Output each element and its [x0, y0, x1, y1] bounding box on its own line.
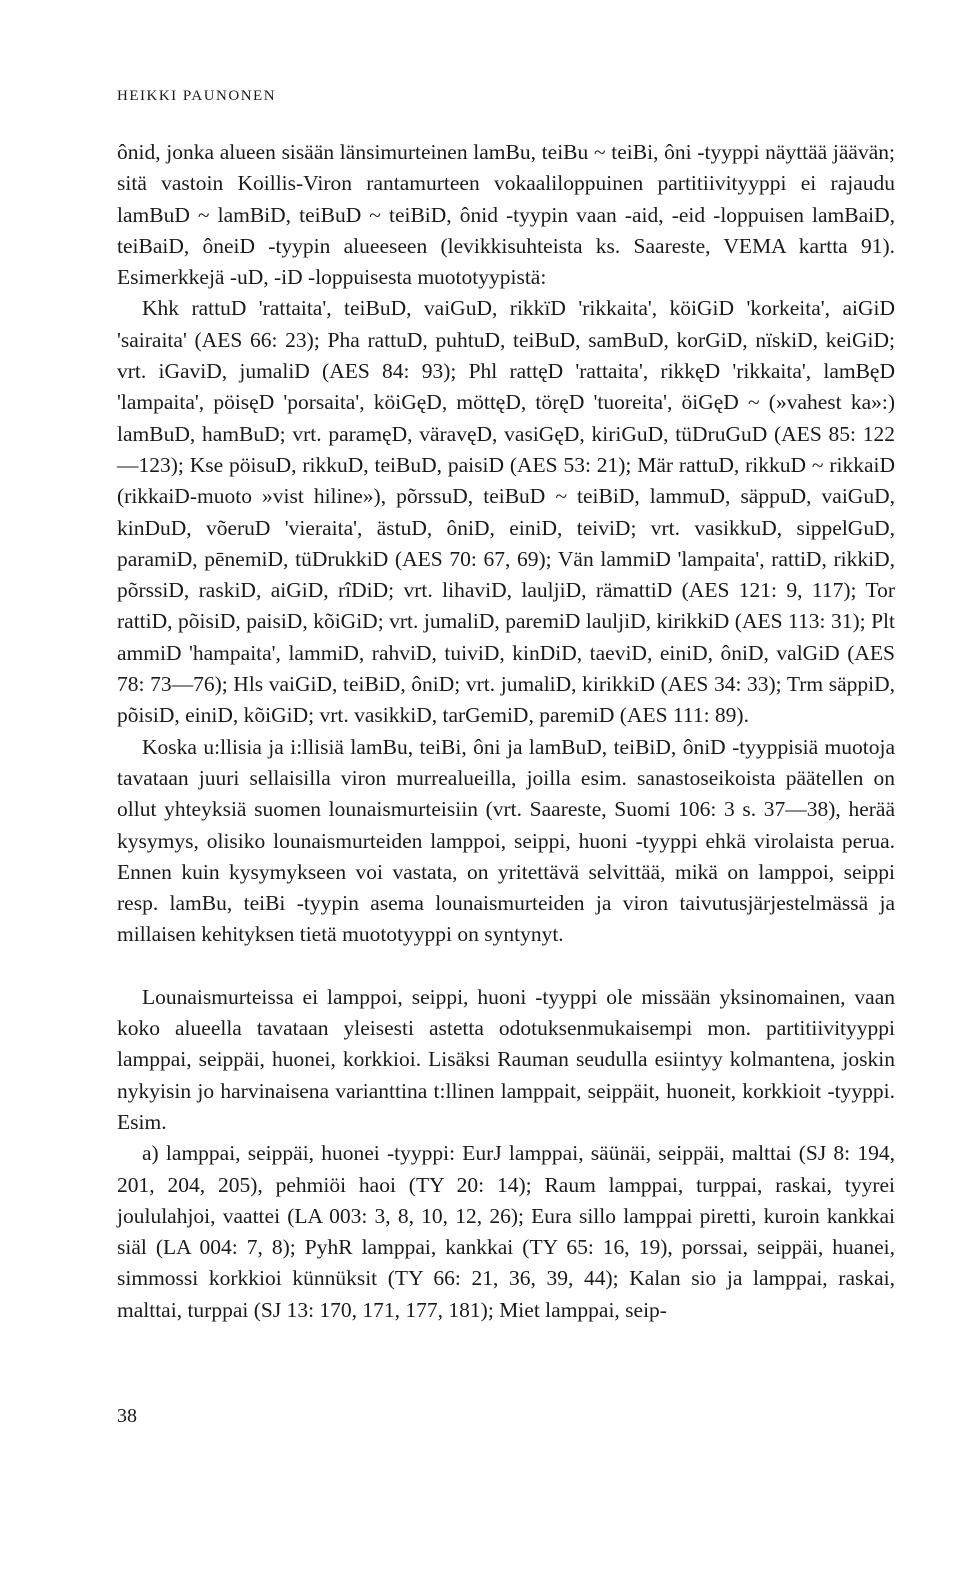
running-head: HEIKKI PAUNONEN: [117, 88, 277, 104]
body-text: [117, 137, 895, 1326]
paragraph-4: Lounaismurteissa ei lamppoi, seippi, huoni -tyyppi ole missään yksinomainen, vaan koko alueella tavataan yleisesti astetta odotuksenmukaisempi mon. partitiivityyppi lamppai, seippäi, huonei, korkkioi. Lisäksi Rauman seudulla esiintyy kolmantena, joskin nykyisin jo harvinaisena varianttina t:llinen lamppait, seippäit, huoneit, korkkioit -tyyppi. Esim.: [117, 984, 895, 1134]
page-number: 38: [117, 1405, 137, 1427]
paragraph-3: Koska u:llisia ja i:llisiä lamBu, teiBi, ôni ja lamBuD, teiBiD, ôniD -tyyppisiä muotoja tavataan juuri sellaisilla viron murrealueilla, joilla esim. sanastoseikoista päätellen on ollut yhteyksiä suomen lounaismurteisiin (vrt. Saareste, Suomi 106: 3 s. 37—38), herää kysymys, olisiko lounaismurteiden lamppoi, seippi, huoni -tyyppi ehkä virolaista perua. Ennen kuin kysymykseen voi vastata, on yritettävä selvittää, mikä on lamppoi, seippi resp. lamBu, teiBi -tyypin asema lounaismurteiden ja viron taivutusjärjestelmässä ja millaisen kehityksen tietä muototyyppi on syntynyt.: [117, 734, 895, 947]
paragraph-1: ônid, jonka alueen sisään länsimurteinen lamBu, teiBu ~ teiBi, ôni -tyyppi näyttää jäävän; sitä vastoin Koillis-Viron rantamurteen vokaaliloppuinen partitiivityyppi ei rajaudu lamBuD ~ lamBiD, teiBuD ~ teiBiD, ônid -tyypin vaan -aid, -eid -loppuisen lamBaiD, teiBaiD, ôneiD -tyypin alueeseen (levikkisuhteista ks. Saareste, VEMA kartta 91). Esimerkkejä -uD, -iD -loppuisesta muototyypistä:: [117, 140, 895, 290]
paragraph-5: a) lamppai, seippäi, huonei -tyyppi: EurJ lamppai, säünäi, seippäi, malttai (SJ 8: 194, 201, 204, 205), pehmiöi haoi (TY 20: 14); Raum lamppai, turppai, raskai, tyyrei joululahjoi, vaattei (LA 003: 3, 8, 10, 12, 26); Eura sillo lamppai piretti, kuroin kankkai siäl (LA 004: 7, 8); PyhR lamppai, kankkai (TY 65: 16, 19), porssai, seippäi, huanei, simmossi korkkioi künnüksit (TY 66: 21, 36, 39, 44); Kalan sio ja lamppai, raskai, malttai, turppai (SJ 13: 170, 171, 177, 181); Miet lamppai, seip-: [117, 1141, 895, 1322]
paragraph-2: Khk rattuD 'rattaita', teiBuD, vaiGuD, rikkïD 'rikkaita', köiGiD 'korkeita', aiGiD 'sairaita' (AES 66: 23); Pha rattuD, puhtuD, teiBuD, samBuD, korGiD, nïskiD, keiGiD; vrt. iGaviD, jumaliD (AES 84: 93); Phl rattęD 'rattaita', rikkęD 'rikkaita', lamBęD 'lampaita', pöisęD 'porsaita', köiGęD, möttęD, töręD 'tuoreita', öiGęD ~ (»vahest ka»:) lamBuD, hamBuD; vrt. paramęD, väravęD, vasiGęD, kiriGuD, tüDruGuD (AES 85: 122—123); Kse pöisuD, rikkuD, teiBuD, paisiD (AES 53: 21); Mär rattuD, rikkuD ~ rikkaiD (rikkaiD-muoto »vist hiline»), põrssuD, teiBuD ~ teiBiD, lammuD, säppuD, vaiGuD, kinDuD, võeruD 'vieraita', ästuD, ôniD, einiD, teiviD; vrt. vasikkuD, sippelGuD, paramiD, pēnemiD, tüDrukkiD (AES 70: 67, 69); Vän lammiD 'lampaita', rattiD, rikkiD, põrssiD, raskiD, aiGiD, rîDiD; vrt. lihaviD, lauljiD, rämattiD (AES 121: 9, 117); Tor rattiD, põisiD, paisiD, kõiGiD; vrt. jumaliD, paremiD lauljiD, kirikkiD (AES 113: 31); Plt ammiD 'hampaita', lammiD, rahviD, tuiviD, kinDiD, taeviD, einiD, ôniD, valGiD (AES 78: 73—76); Hls vaiGiD, teiBiD, ôniD; vrt. jumaliD, kirikkiD (AES 34: 33); Trm säppiD, põisiD, einiD, kõiGiD; vrt. vasikkiD, tarGemiD, paremiD (AES 111: 89).: [117, 296, 895, 728]
